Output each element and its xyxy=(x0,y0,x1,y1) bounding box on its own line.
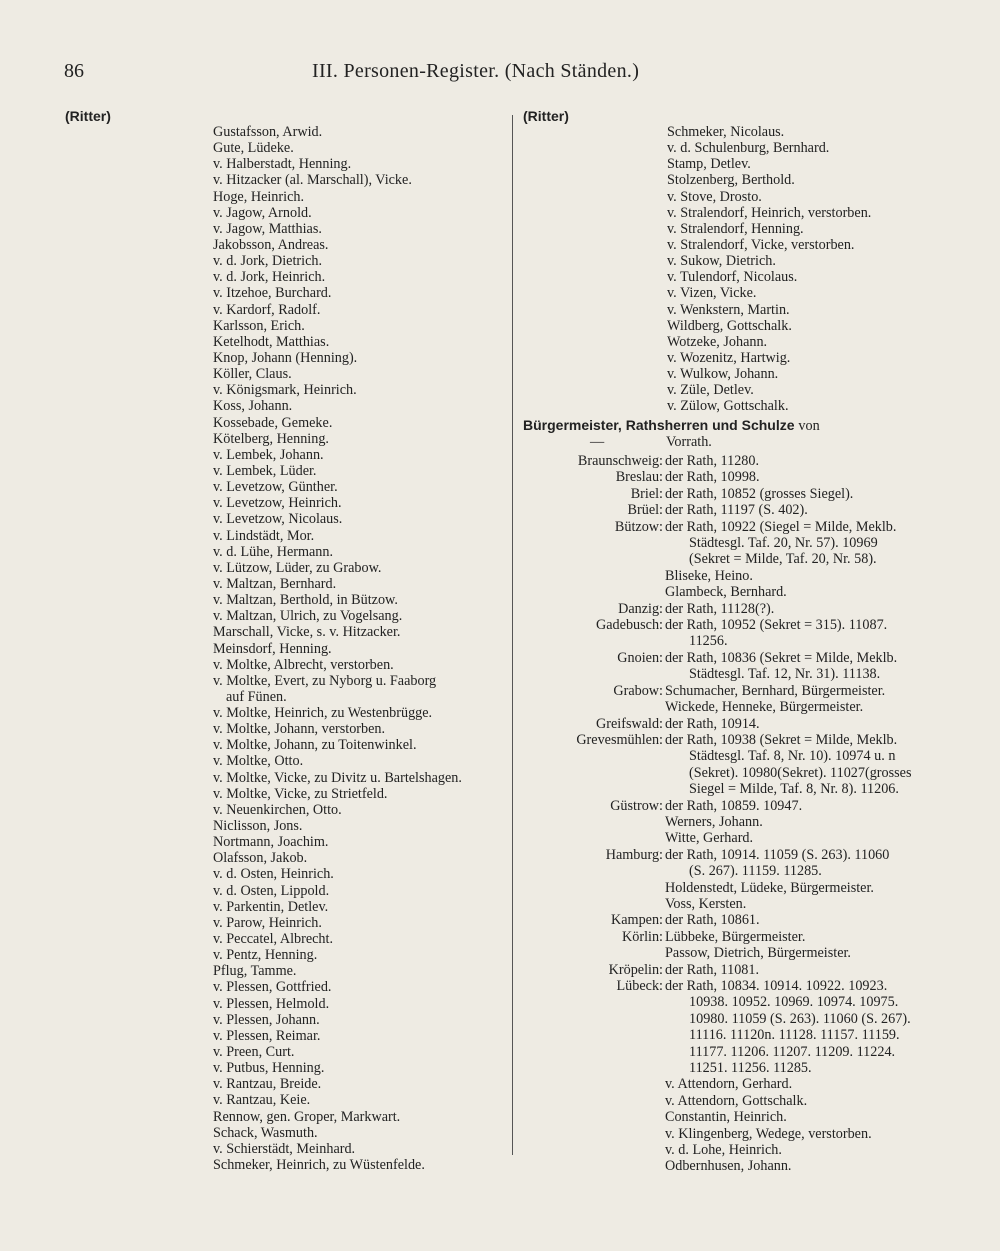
town-entry xyxy=(665,896,960,912)
town-name xyxy=(520,633,665,649)
town-entry-text: der Rath, 10998. xyxy=(665,469,760,486)
town-row xyxy=(520,486,960,502)
town-row xyxy=(520,453,960,469)
list-item: v. Plessen, Gottfried. xyxy=(213,979,332,996)
list-item: v. Pentz, Henning. xyxy=(213,947,318,964)
town-entry xyxy=(665,748,960,764)
town-row xyxy=(520,880,960,896)
town-name xyxy=(520,1076,665,1092)
town-row xyxy=(520,633,960,649)
list-item: Gustafsson, Arwid. xyxy=(213,124,323,140)
town-entry xyxy=(665,519,960,535)
town-entry xyxy=(665,1060,960,1076)
town-name xyxy=(520,830,665,846)
town-entry-text: (Sekret). 10980(Sekret). 11027(grosses xyxy=(689,764,912,781)
list-item: Schack, Wasmuth. xyxy=(213,1124,318,1141)
town-entry xyxy=(665,994,960,1010)
list-item: v. Preen, Curt. xyxy=(213,1044,295,1061)
list-item: v. Wozenitz, Hartwig. xyxy=(667,349,791,366)
list-item: v. Itzehoe, Burchard. xyxy=(213,285,332,302)
list-item: Kossebade, Gemeke. xyxy=(213,414,333,431)
list-item: v. Lützow, Lüder, zu Grabow. xyxy=(213,559,382,576)
town-row xyxy=(520,469,960,485)
town-name xyxy=(520,1093,665,1109)
list-item: v. Lindstädt, Mor. xyxy=(213,527,315,544)
list-item: v. d. Lühe, Hermann. xyxy=(213,543,334,560)
town-entry-text: v. Klingenberg, Wedege, verstorben. xyxy=(665,1125,872,1142)
town-row xyxy=(520,1011,960,1027)
town-entry xyxy=(665,633,960,649)
list-item: v. Kardorf, Radolf. xyxy=(213,301,321,318)
town-entry-text: der Rath, 10836 (Sekret = Milde, Meklb. xyxy=(665,649,898,666)
list-item: Niclisson, Jons. xyxy=(213,818,303,835)
town-row xyxy=(520,863,960,879)
town-name: Braunschweig: xyxy=(577,453,663,469)
list-item: v. Sukow, Dietrich. xyxy=(667,253,776,270)
town-entry-text: Städtesgl. Taf. 12, Nr. 31). 11138. xyxy=(689,666,881,683)
list-item: Knop, Johann (Henning). xyxy=(213,349,358,366)
list-item: v. Plessen, Reimar. xyxy=(213,1027,321,1044)
town-entry-text: Glambeck, Bernhard. xyxy=(665,584,787,601)
list-item: v. Stralendorf, Henning. xyxy=(667,220,804,237)
town-row xyxy=(520,814,960,830)
town-name: Greifswald: xyxy=(596,715,663,732)
town-entry xyxy=(665,716,960,732)
list-item: Stamp, Detlev. xyxy=(667,156,751,173)
town-row xyxy=(520,748,960,764)
town-entry xyxy=(665,880,960,896)
list-item: v. Jagow, Arnold. xyxy=(213,204,312,221)
list-item: v. Peccatel, Albrecht. xyxy=(213,931,334,948)
dash-mark: — xyxy=(590,434,605,450)
town-row xyxy=(520,650,960,666)
town-name xyxy=(520,1142,665,1158)
column-divider xyxy=(512,115,513,1155)
list-item: v. Züle, Detlev. xyxy=(667,382,754,399)
town-name: Körlin: xyxy=(622,928,663,945)
list-item: v. d. Osten, Heinrich. xyxy=(213,866,334,883)
list-item: v. Tulendorf, Nicolaus. xyxy=(667,269,798,286)
town-row xyxy=(520,601,960,617)
section-heading-text: Bürgermeister, Rathsherren und Schulze xyxy=(523,417,795,433)
town-row xyxy=(520,994,960,1010)
town-row xyxy=(520,1060,960,1076)
list-item: Nortmann, Joachim. xyxy=(213,834,329,851)
town-entry xyxy=(665,551,960,567)
town-name xyxy=(520,814,665,830)
town-name: Briel: xyxy=(630,485,663,502)
town-entry xyxy=(665,814,960,830)
town-entry xyxy=(665,945,960,961)
list-item: v. Rantzau, Keie. xyxy=(213,1092,311,1109)
town-row xyxy=(520,781,960,797)
list-item: v. Maltzan, Ulrich, zu Vogelsang. xyxy=(213,608,403,625)
town-entry-text: Holdenstedt, Lüdeke, Bürgermeister. xyxy=(665,879,874,896)
town-entry xyxy=(665,1109,960,1125)
town-name xyxy=(520,945,665,961)
town-entry xyxy=(665,1027,960,1043)
town-entry xyxy=(665,1158,960,1174)
town-entry xyxy=(665,453,960,469)
list-item: v. Moltke, Albrecht, verstorben. xyxy=(213,656,394,673)
town-entry xyxy=(665,1044,960,1060)
list-item: v. Stove, Drosto. xyxy=(667,188,762,205)
town-entry-text: der Rath, 11197 (S. 402). xyxy=(665,502,808,519)
town-row xyxy=(520,1126,960,1142)
list-item: Olafsson, Jakob. xyxy=(213,850,308,867)
town-row xyxy=(520,584,960,600)
list-item: v. Parkentin, Detlev. xyxy=(213,898,329,915)
town-entry xyxy=(665,847,960,863)
town-row xyxy=(520,798,960,814)
right-name-list xyxy=(667,124,871,415)
town-entry xyxy=(665,929,960,945)
town-row xyxy=(520,716,960,732)
town-entry xyxy=(665,617,960,633)
list-item: v. Moltke, Johann, verstorben. xyxy=(213,721,386,738)
town-row xyxy=(520,847,960,863)
town-entry-text: der Rath, 10914. 11059 (S. 263). 11060 xyxy=(665,846,890,863)
town-entry xyxy=(665,765,960,781)
list-item: v. Levetzow, Heinrich. xyxy=(213,495,342,512)
town-name: Brüel: xyxy=(627,502,663,519)
list-item: v. Rantzau, Breide. xyxy=(213,1076,322,1093)
list-item: Stolzenberg, Berthold. xyxy=(667,172,795,189)
town-entry-text: v. Attendorn, Gottschalk. xyxy=(665,1092,808,1109)
town-entry xyxy=(665,1076,960,1092)
town-name xyxy=(520,1011,665,1027)
town-name xyxy=(520,1158,665,1174)
list-item: v. Moltke, Evert, zu Nyborg u. Faaborg xyxy=(213,672,437,689)
list-item: v. Moltke, Heinrich, zu Westenbrügge. xyxy=(213,705,433,722)
town-row xyxy=(520,1044,960,1060)
list-item: v. Stralendorf, Heinrich, verstorben. xyxy=(667,204,872,221)
town-row xyxy=(520,535,960,551)
list-item: v. d. Jork, Dietrich. xyxy=(213,253,323,270)
town-entry-text: Voss, Kersten. xyxy=(665,895,747,912)
town-entry-text: 10938. 10952. 10969. 10974. 10975. xyxy=(689,994,899,1011)
town-entry xyxy=(665,469,960,485)
list-item: Rennow, gen. Groper, Markwart. xyxy=(213,1108,401,1125)
list-item: v. d. Jork, Heinrich. xyxy=(213,269,326,286)
list-item: v. Schierstädt, Meinhard. xyxy=(213,1140,356,1157)
list-item: auf Fünen. xyxy=(226,688,287,705)
town-entry-text: der Rath, 10922 (Siegel = Milde, Meklb. xyxy=(665,518,897,535)
town-name xyxy=(520,1044,665,1060)
page-header xyxy=(64,60,936,90)
list-item: v. Neuenkirchen, Otto. xyxy=(213,801,342,818)
town-entry xyxy=(665,486,960,502)
list-item: v. Zülow, Gottschalk. xyxy=(667,398,789,415)
left-section-label: (Ritter) xyxy=(65,108,111,124)
town-name: Kampen: xyxy=(610,912,663,929)
town-entry xyxy=(665,601,960,617)
town-entry-text: v. d. Lohe, Heinrich. xyxy=(665,1142,782,1159)
list-item: v. Königsmark, Heinrich. xyxy=(213,382,357,399)
list-item: v. Maltzan, Bernhard. xyxy=(213,575,337,592)
town-row xyxy=(520,830,960,846)
list-item: v. Moltke, Vicke, zu Divitz u. Bartelshagen. xyxy=(213,769,462,786)
town-entry xyxy=(665,1093,960,1109)
town-entry-text: der Rath, 10914. xyxy=(665,715,760,732)
page-number: 86 xyxy=(64,60,84,82)
list-item: Koss, Johann. xyxy=(213,398,293,415)
list-item: Schmeker, Heinrich, zu Wüstenfelde. xyxy=(213,1157,425,1173)
town-entry-text: 11116. 11120n. 11128. 11157. 11159. xyxy=(689,1027,900,1044)
town-name: Lübeck: xyxy=(616,978,663,994)
town-name xyxy=(520,551,665,567)
town-entry-text: Städtesgl. Taf. 20, Nr. 57). 10969 xyxy=(689,535,878,552)
list-item: v. Maltzan, Berthold, in Bützow. xyxy=(213,592,398,609)
town-name: Gadebusch: xyxy=(596,617,663,634)
town-entry-text: Bliseke, Heino. xyxy=(665,567,753,584)
town-entry xyxy=(665,650,960,666)
town-entry-text: Constantin, Heinrich. xyxy=(665,1109,787,1126)
town-row xyxy=(520,765,960,781)
list-item: Jakobsson, Andreas. xyxy=(213,236,329,253)
town-entry-text: der Rath, 11081. xyxy=(665,961,760,978)
right-section-label: (Ritter) xyxy=(523,108,569,124)
town-entry xyxy=(665,699,960,715)
town-name: Danzig: xyxy=(618,600,663,617)
list-item: v. Wulkow, Johann. xyxy=(667,366,779,383)
town-entry-text: der Rath, 10952 (Sekret = 315). 11087. xyxy=(665,617,888,634)
town-row xyxy=(520,551,960,567)
town-entry-text: (Sekret = Milde, Taf. 20, Nr. 58). xyxy=(689,551,877,568)
town-name xyxy=(520,666,665,682)
list-item: v. Levetzow, Nicolaus. xyxy=(213,511,343,528)
town-entry xyxy=(665,584,960,600)
town-row xyxy=(520,1093,960,1109)
list-item: v. Parow, Heinrich. xyxy=(213,914,322,931)
town-entry xyxy=(665,535,960,551)
town-entry xyxy=(665,912,960,928)
town-name xyxy=(520,863,665,879)
section-heading xyxy=(523,417,820,435)
town-entry-text: Städtesgl. Taf. 8, Nr. 10). 10974 u. n xyxy=(689,748,896,765)
town-row xyxy=(520,666,960,682)
list-item: v. Wenkstern, Martin. xyxy=(667,301,790,318)
vorrath-text: Vorrath. xyxy=(666,434,712,450)
town-row xyxy=(520,568,960,584)
list-item: v. Putbus, Henning. xyxy=(213,1060,325,1077)
town-name xyxy=(520,535,665,551)
town-entry xyxy=(665,978,960,994)
town-name xyxy=(520,896,665,912)
town-entry xyxy=(665,1142,960,1158)
town-entry-text: Siegel = Milde, Taf. 8, Nr. 8). 11206. xyxy=(689,781,899,798)
town-row xyxy=(520,519,960,535)
town-row xyxy=(520,978,960,994)
list-item: v. Hitzacker (al. Marschall), Vicke. xyxy=(213,172,412,189)
town-entry-text: 11251. 11256. 11285. xyxy=(689,1060,812,1077)
town-entry xyxy=(665,798,960,814)
town-entry xyxy=(665,863,960,879)
town-row xyxy=(520,617,960,633)
town-name xyxy=(520,699,665,715)
town-name xyxy=(520,1027,665,1043)
town-entry-text: Witte, Gerhard. xyxy=(665,830,754,847)
town-name xyxy=(520,880,665,896)
town-list xyxy=(520,453,960,1175)
town-row xyxy=(520,1076,960,1092)
town-name xyxy=(520,1060,665,1076)
town-name: Bützow: xyxy=(614,518,663,535)
town-row xyxy=(520,929,960,945)
town-name: Kröpelin: xyxy=(608,961,663,978)
town-name xyxy=(520,568,665,584)
list-item: Marschall, Vicke, s. v. Hitzacker. xyxy=(213,624,401,641)
town-entry-text: der Rath, 10859. 10947. xyxy=(665,797,803,814)
town-entry xyxy=(665,666,960,682)
town-name xyxy=(520,748,665,764)
town-entry-text: der Rath, 11280. xyxy=(665,453,760,469)
list-item: v. Plessen, Helmold. xyxy=(213,995,330,1012)
town-row xyxy=(520,1158,960,1174)
town-entry-text: Wickede, Henneke, Bürgermeister. xyxy=(665,699,864,716)
town-entry-text: der Rath, 10861. xyxy=(665,912,760,929)
town-name: Grevesmühlen: xyxy=(576,731,663,748)
town-name xyxy=(520,781,665,797)
list-item: v. Plessen, Johann. xyxy=(213,1011,320,1028)
town-name: Grabow: xyxy=(613,682,663,699)
town-entry xyxy=(665,502,960,518)
town-row xyxy=(520,683,960,699)
town-entry-text: (S. 267). 11159. 11285. xyxy=(689,863,822,880)
town-entry xyxy=(665,962,960,978)
list-item: Kötelberg, Henning. xyxy=(213,430,329,447)
list-item: Schmeker, Nicolaus. xyxy=(667,124,785,140)
town-entry-text: Passow, Dietrich, Bürgermeister. xyxy=(665,945,851,962)
vorrath-line xyxy=(590,434,712,451)
town-name: Hamburg: xyxy=(605,846,663,863)
section-heading-suffix: von xyxy=(798,418,820,434)
list-item: v. Moltke, Vicke, zu Strietfeld. xyxy=(213,785,388,802)
list-item: v. Moltke, Johann, zu Toitenwinkel. xyxy=(213,737,417,754)
town-entry-text: der Rath, 10852 (grosses Siegel). xyxy=(665,485,854,502)
list-item: v. Stralendorf, Vicke, verstorben. xyxy=(667,236,855,253)
town-entry-text: Lübbeke, Bürgermeister. xyxy=(665,928,806,945)
town-name xyxy=(520,1126,665,1142)
town-row xyxy=(520,945,960,961)
town-name: Gnoien: xyxy=(617,649,663,666)
list-item: Gute, Lüdeke. xyxy=(213,140,294,157)
town-row xyxy=(520,912,960,928)
list-item: Wotzeke, Johann. xyxy=(667,333,768,350)
running-title: III. Personen-Register. (Nach Ständen.) xyxy=(312,60,640,82)
town-entry-text: 11256. xyxy=(689,633,728,650)
left-name-list xyxy=(213,124,462,1173)
list-item: v. Lembek, Johann. xyxy=(213,446,324,463)
list-item: v. d. Osten, Lippold. xyxy=(213,882,330,899)
list-item: v. Jagow, Matthias. xyxy=(213,220,322,237)
town-entry-text: v. Attendorn, Gerhard. xyxy=(665,1076,793,1093)
town-name: Güstrow: xyxy=(610,797,663,814)
town-row xyxy=(520,1027,960,1043)
town-entry xyxy=(665,830,960,846)
town-row xyxy=(520,962,960,978)
town-entry xyxy=(665,1011,960,1027)
list-item: v. Lembek, Lüder. xyxy=(213,462,317,479)
town-name xyxy=(520,1109,665,1125)
list-item: Pflug, Tamme. xyxy=(213,963,297,980)
town-row xyxy=(520,732,960,748)
list-item: Wildberg, Gottschalk. xyxy=(667,317,792,334)
list-item: Karlsson, Erich. xyxy=(213,317,305,334)
town-row xyxy=(520,896,960,912)
list-item: Ketelhodt, Matthias. xyxy=(213,333,330,350)
list-item: v. Vizen, Vicke. xyxy=(667,285,757,302)
town-entry-text: Odbernhusen, Johann. xyxy=(665,1158,792,1175)
town-entry xyxy=(665,683,960,699)
town-name xyxy=(520,765,665,781)
town-entry xyxy=(665,732,960,748)
town-entry-text: 10980. 11059 (S. 263). 11060 (S. 267). xyxy=(689,1010,911,1027)
town-entry-text: der Rath, 11128(?). xyxy=(665,600,775,617)
town-entry-text: Schumacher, Bernhard, Bürgermeister. xyxy=(665,682,886,699)
town-name: Breslau: xyxy=(615,469,663,486)
town-name xyxy=(520,994,665,1010)
town-row xyxy=(520,1109,960,1125)
list-item: Köller, Claus. xyxy=(213,366,292,383)
list-item: Meinsdorf, Henning. xyxy=(213,640,332,657)
town-row xyxy=(520,1142,960,1158)
list-item: v. d. Schulenburg, Bernhard. xyxy=(667,140,830,157)
list-item: Hoge, Heinrich. xyxy=(213,188,305,205)
list-item: v. Levetzow, Günther. xyxy=(213,479,338,496)
town-entry xyxy=(665,781,960,797)
town-entry-text: 11177. 11206. 11207. 11209. 11224. xyxy=(689,1043,896,1060)
town-entry-text: Werners, Johann. xyxy=(665,813,763,830)
town-name xyxy=(520,584,665,600)
town-row xyxy=(520,502,960,518)
list-item: v. Halberstadt, Henning. xyxy=(213,156,352,173)
town-entry-text: der Rath, 10834. 10914. 10922. 10923. xyxy=(665,978,888,994)
list-item: v. Moltke, Otto. xyxy=(213,753,304,770)
town-entry xyxy=(665,1126,960,1142)
town-row xyxy=(520,699,960,715)
town-entry-text: der Rath, 10938 (Sekret = Milde, Meklb. xyxy=(665,731,898,748)
town-entry xyxy=(665,568,960,584)
